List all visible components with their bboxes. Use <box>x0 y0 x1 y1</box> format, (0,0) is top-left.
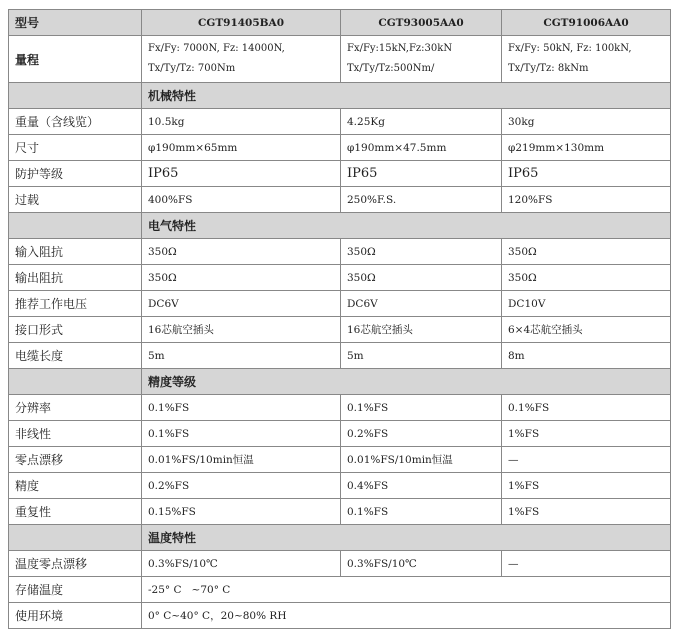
table-cell: -25° C ~70° C <box>142 577 671 603</box>
table-cell: 5m <box>142 343 341 369</box>
table-cell: 16芯航空插头 <box>142 317 341 343</box>
range-cell-1 <box>142 36 341 83</box>
row-label: 存储温度 <box>9 577 142 603</box>
table-cell: DC6V <box>341 291 502 317</box>
table-cell: φ190mm×65mm <box>142 135 341 161</box>
table-cell: 10.5kg <box>142 109 341 135</box>
section-row-electrical <box>9 213 671 239</box>
table-cell: 350Ω <box>341 239 502 265</box>
table-row <box>9 421 671 447</box>
table-cell: 0.1%FS <box>142 421 341 447</box>
row-label: 使用环境 <box>9 603 142 629</box>
model-3: CGT91006AA0 <box>502 10 671 36</box>
table-row <box>9 343 671 369</box>
table-cell: 4.25Kg <box>341 109 502 135</box>
table-cell: 0.2%FS <box>341 421 502 447</box>
section-title-mechanical: 机械特性 <box>142 83 671 109</box>
table-row <box>9 187 671 213</box>
header-row <box>9 10 671 36</box>
table-cell: 0.15%FS <box>142 499 341 525</box>
table-cell: 0.3%FS/10℃ <box>341 551 502 577</box>
table-cell: 0.1%FS <box>502 395 671 421</box>
table-cell: 0.1%FS <box>142 395 341 421</box>
range-1-line-2: Tx/Ty/Tz: 700Nm <box>148 63 236 74</box>
table-cell: 350Ω <box>142 265 341 291</box>
table-cell: 0.01%FS/10min恒温 <box>142 447 341 473</box>
table-cell: 8m <box>502 343 671 369</box>
range-1-line-1: Fx/Fy: 7000N, Fz: 14000N, <box>148 43 285 54</box>
table-cell: 400%FS <box>142 187 341 213</box>
table-cell: 0.3%FS/10℃ <box>142 551 341 577</box>
row-label: 非线性 <box>9 421 142 447</box>
table-cell: 0° C~40° C，20~80% RH <box>142 603 671 629</box>
table-cell: 1%FS <box>502 499 671 525</box>
table-cell: DC6V <box>142 291 341 317</box>
spec-table <box>8 9 671 629</box>
table-cell: 1%FS <box>502 421 671 447</box>
row-label: 温度零点漂移 <box>9 551 142 577</box>
table-cell: 350Ω <box>142 239 341 265</box>
row-label: 接口形式 <box>9 317 142 343</box>
section-row-mechanical <box>9 83 671 109</box>
section-row-accuracy <box>9 369 671 395</box>
table-cell: 350Ω <box>502 239 671 265</box>
range-2-line-2: Tx/Ty/Tz:500Nm/ <box>347 63 435 74</box>
table-cell: 0.4%FS <box>341 473 502 499</box>
table-cell: 350Ω <box>502 265 671 291</box>
range-2-line-1: Fx/Fy:15kN,Fz:30kN <box>347 43 453 54</box>
model-label: 型号 <box>9 10 142 36</box>
row-label: 电缆长度 <box>9 343 142 369</box>
table-row <box>9 551 671 577</box>
range-3-line-1: Fx/Fy: 50kN, Fz: 100kN, <box>508 43 632 54</box>
table-cell: DC10V <box>502 291 671 317</box>
table-row <box>9 135 671 161</box>
table-row <box>9 239 671 265</box>
table-cell: 120%FS <box>502 187 671 213</box>
section-title-electrical: 电气特性 <box>142 213 671 239</box>
model-2: CGT93005AA0 <box>341 10 502 36</box>
table-cell: — <box>502 447 671 473</box>
table-cell: 250%F.S. <box>341 187 502 213</box>
table-cell: 1%FS <box>502 473 671 499</box>
table-row <box>9 603 671 629</box>
table-cell: — <box>502 551 671 577</box>
range-row <box>9 36 671 83</box>
range-label: 量程 <box>9 36 142 83</box>
table-cell: IP65 <box>502 161 671 187</box>
table-cell: 0.1%FS <box>341 499 502 525</box>
table-cell: IP65 <box>341 161 502 187</box>
row-label: 分辨率 <box>9 395 142 421</box>
range-cell-2 <box>341 36 502 83</box>
table-row <box>9 473 671 499</box>
table-row <box>9 499 671 525</box>
model-1: CGT91405BA0 <box>142 10 341 36</box>
row-label: 防护等级 <box>9 161 142 187</box>
section-row-temperature <box>9 525 671 551</box>
row-label: 重量（含线览） <box>9 109 142 135</box>
table-cell: φ219mm×130mm <box>502 135 671 161</box>
row-label: 重复性 <box>9 499 142 525</box>
section-spacer <box>9 83 142 109</box>
table-row <box>9 109 671 135</box>
section-spacer <box>9 525 142 551</box>
table-row <box>9 291 671 317</box>
row-label: 输入阻抗 <box>9 239 142 265</box>
row-label: 精度 <box>9 473 142 499</box>
table-row <box>9 161 671 187</box>
table-cell: 30kg <box>502 109 671 135</box>
table-cell: 0.01%FS/10min恒温 <box>341 447 502 473</box>
section-title-accuracy: 精度等级 <box>142 369 671 395</box>
row-label: 零点漂移 <box>9 447 142 473</box>
table-cell: 350Ω <box>341 265 502 291</box>
range-cell-3 <box>502 36 671 83</box>
section-spacer <box>9 369 142 395</box>
table-row <box>9 395 671 421</box>
table-cell: 0.2%FS <box>142 473 341 499</box>
section-title-temperature: 温度特性 <box>142 525 671 551</box>
range-3-line-2: Tx/Ty/Tz: 8kNm <box>508 63 589 74</box>
table-cell: 5m <box>341 343 502 369</box>
table-cell: 16芯航空插头 <box>341 317 502 343</box>
table-row <box>9 577 671 603</box>
section-spacer <box>9 213 142 239</box>
row-label: 推荐工作电压 <box>9 291 142 317</box>
table-cell: 0.1%FS <box>341 395 502 421</box>
row-label: 过载 <box>9 187 142 213</box>
table-cell: 6×4芯航空插头 <box>502 317 671 343</box>
row-label: 尺寸 <box>9 135 142 161</box>
table-cell: φ190mm×47.5mm <box>341 135 502 161</box>
table-row <box>9 447 671 473</box>
table-row <box>9 317 671 343</box>
table-cell: IP65 <box>142 161 341 187</box>
row-label: 输出阻抗 <box>9 265 142 291</box>
table-row <box>9 265 671 291</box>
